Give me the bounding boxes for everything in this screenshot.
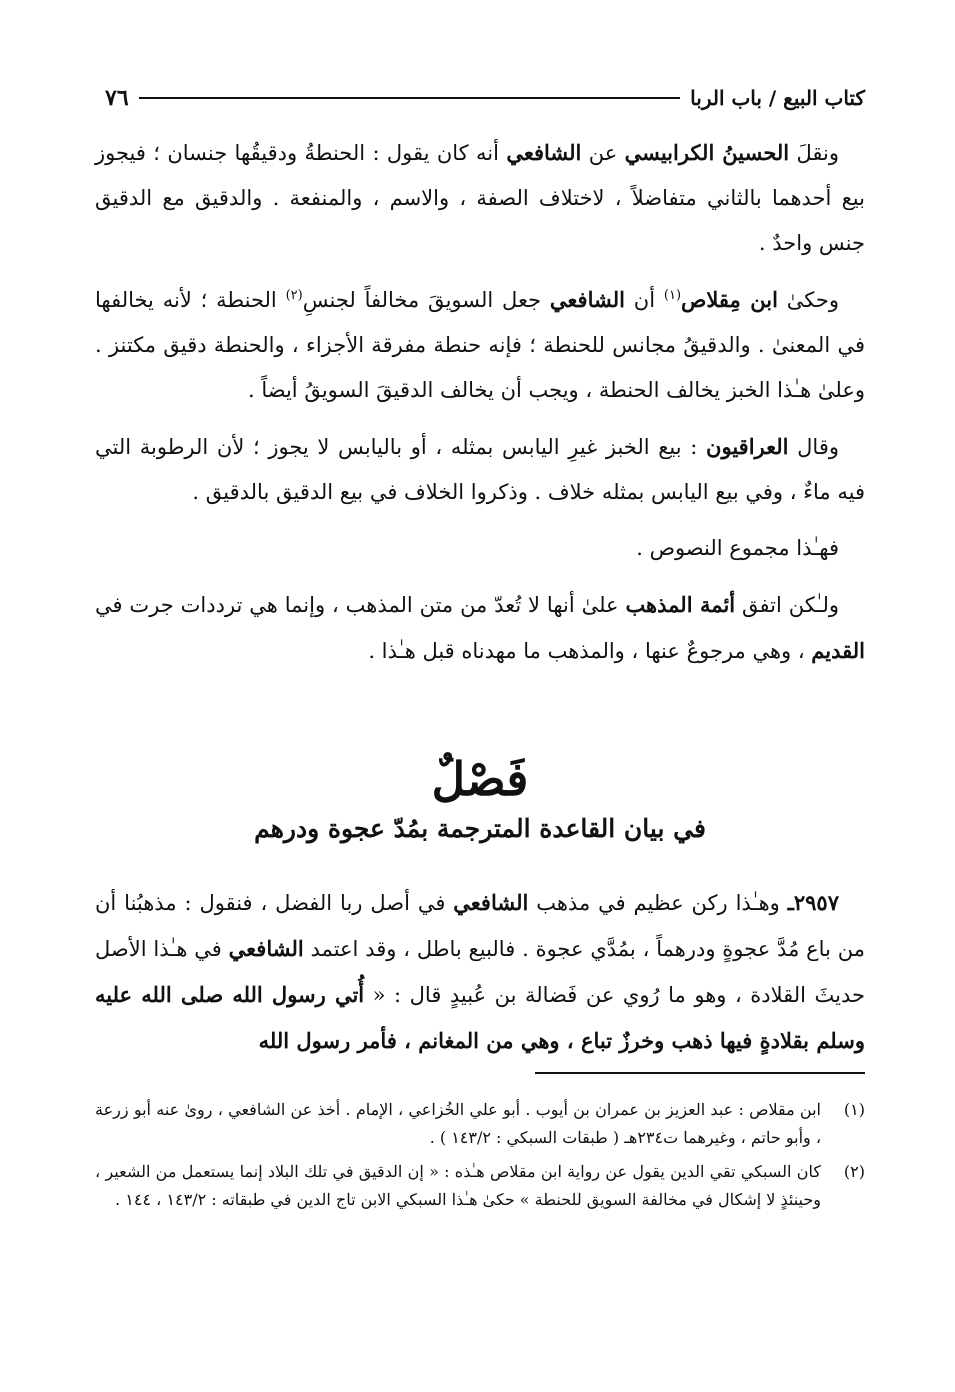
- footnote-reference: (٢): [285, 288, 303, 303]
- text-run: الحنطة ؛ لأنه يخالفها في المعنىٰ . والدقيقُ مجانس للحنطة ؛ فإنه حنطة مفرقة الأجزاء ، والحنطة دقيق مكتنز . وعلىٰ هـٰذا الخبز يخالف الحنطة ، ويجب أن يخالف الدقيقَ السويقُ أيضاً .: [95, 288, 865, 402]
- paragraph: [95, 526, 865, 571]
- paragraph: [95, 424, 865, 515]
- footnote: [95, 1096, 865, 1152]
- main-paragraph-container: [95, 880, 865, 1075]
- text-run: علىٰ أنها لا تُعدّ من متن المذهب ، وإنما هي ترددات جرت في: [95, 593, 626, 617]
- bold-term: ٢٩٥٧ـ: [787, 890, 839, 915]
- text-run: ولـٰكن اتفق: [735, 593, 839, 617]
- footnote-text: كان السبكي تقي الدين يقول عن رواية ابن مقلاص هـٰذه : « إن الدقيق في تلك البلاد إنما يستعمل من الشعير ، وحينئذٍ لا إشكال في مخالفة السويق للحنطة » حكىٰ هـٰذا السبكي الابن تاج الدين في طبقاته : ١٤٣/٢ ، ١٤٤ .: [95, 1162, 821, 1209]
- text-run: عن: [581, 141, 625, 165]
- footnote-divider: [535, 1072, 865, 1074]
- paragraph: [95, 130, 865, 266]
- bold-term: الشافعي: [506, 140, 582, 165]
- header-rule: [139, 97, 681, 99]
- paragraph: [95, 277, 865, 413]
- bold-term: القديم: [811, 638, 865, 663]
- bold-term: ابن مِقلاص: [681, 287, 778, 312]
- text-run: ، وهي مرجوعٌ عنها ، والمذهب ما مهدناه قبل هـٰذا .: [368, 639, 812, 663]
- bold-term: الحسينُ الكرابيسي: [624, 140, 790, 165]
- bold-term: الشافعي: [549, 287, 625, 312]
- bold-term: العراقيون: [706, 434, 789, 459]
- text-run: جعل السويقَ مخالفاً لجنسِ: [302, 288, 550, 312]
- section-ornament: فَصْلٌ: [431, 752, 529, 806]
- footnote-number: (١): [843, 1100, 865, 1119]
- text-run: أن: [624, 288, 664, 312]
- text-run: أنه كان يقول : الحنطةُ ودقيقُها جنسان ؛ فيجوز بيع أحدهما بالثاني متفاضلاً ، لاختلاف الصفة ، والاسم ، والمنفعة . والدقيق مع الدقيق جنس واحدٌ .: [95, 141, 865, 255]
- paragraph: [95, 582, 865, 674]
- page-number: ٧٦: [105, 85, 129, 111]
- main-paragraph: [95, 880, 865, 1064]
- text-run: ونقلَ: [789, 141, 839, 165]
- body-text: [95, 130, 865, 685]
- text-run: وحكىٰ: [777, 288, 839, 312]
- text-run: وقال: [788, 435, 839, 459]
- bold-term: الشافعي: [453, 890, 529, 915]
- bold-term: أئمة المذهب: [625, 592, 736, 617]
- book-page: [95, 72, 865, 1332]
- section-title: في بيان القاعدة المترجمة بمُدّ عجوة ودرهم: [254, 814, 706, 843]
- text-run: في هـٰذا الأصل حديثَ القلادة ، وهو ما رُوي عن فَضالة بن عُبيدٍ قال : «: [95, 937, 865, 1007]
- footnote: [95, 1158, 865, 1214]
- footnote-reference: (١): [663, 288, 682, 303]
- text-run: في أصل ربا الفضل ، فنقول : مذهبُنا أن من باع مُدَّ عجوةٍ ودرهماً ، بمُدَّي عجوة . فالبيع باطل ، وقد اعتمد: [95, 891, 865, 961]
- bold-term: أُتي رسول الله صلى الله عليه وسلم بقلادةٍ فيها ذهب وخرزٌ تباع ، وهي من المغانم ، فأمر رسول الله: [95, 982, 865, 1053]
- text-run: وهـٰذا ركن عظيم في مذهب: [528, 891, 788, 915]
- running-header: [95, 80, 865, 116]
- header-title: كتاب البيع / باب الربا: [690, 86, 865, 110]
- text-run: : بيع الخبز غيرِ اليابس بمثله ، أو باليابس لا يجوز ؛ لأن الرطوبة التي فيه ماءٌ ، وفي بيع اليابس بمثله خلاف . وذكروا الخلاف في بيع الدقيق بالدقيق .: [95, 435, 865, 504]
- footnotes: [95, 1096, 865, 1220]
- footnote-number: (٢): [843, 1162, 865, 1181]
- text-run: فهـٰذا مجموع النصوص .: [636, 536, 839, 560]
- bold-term: الشافعي: [228, 936, 304, 961]
- footnote-text: ابن مقلاص : عبد العزيز بن عمران بن أيوب . أبو علي الخُزاعي ، الإمام . أخذ عن الشافعي ، روىٰ عنه أبو زرعة ، وأبو حاتم ، وغيرهما ت٢٣٤هـ ( طبقات السبكي : ١٤٣/٢ ) .: [95, 1100, 821, 1147]
